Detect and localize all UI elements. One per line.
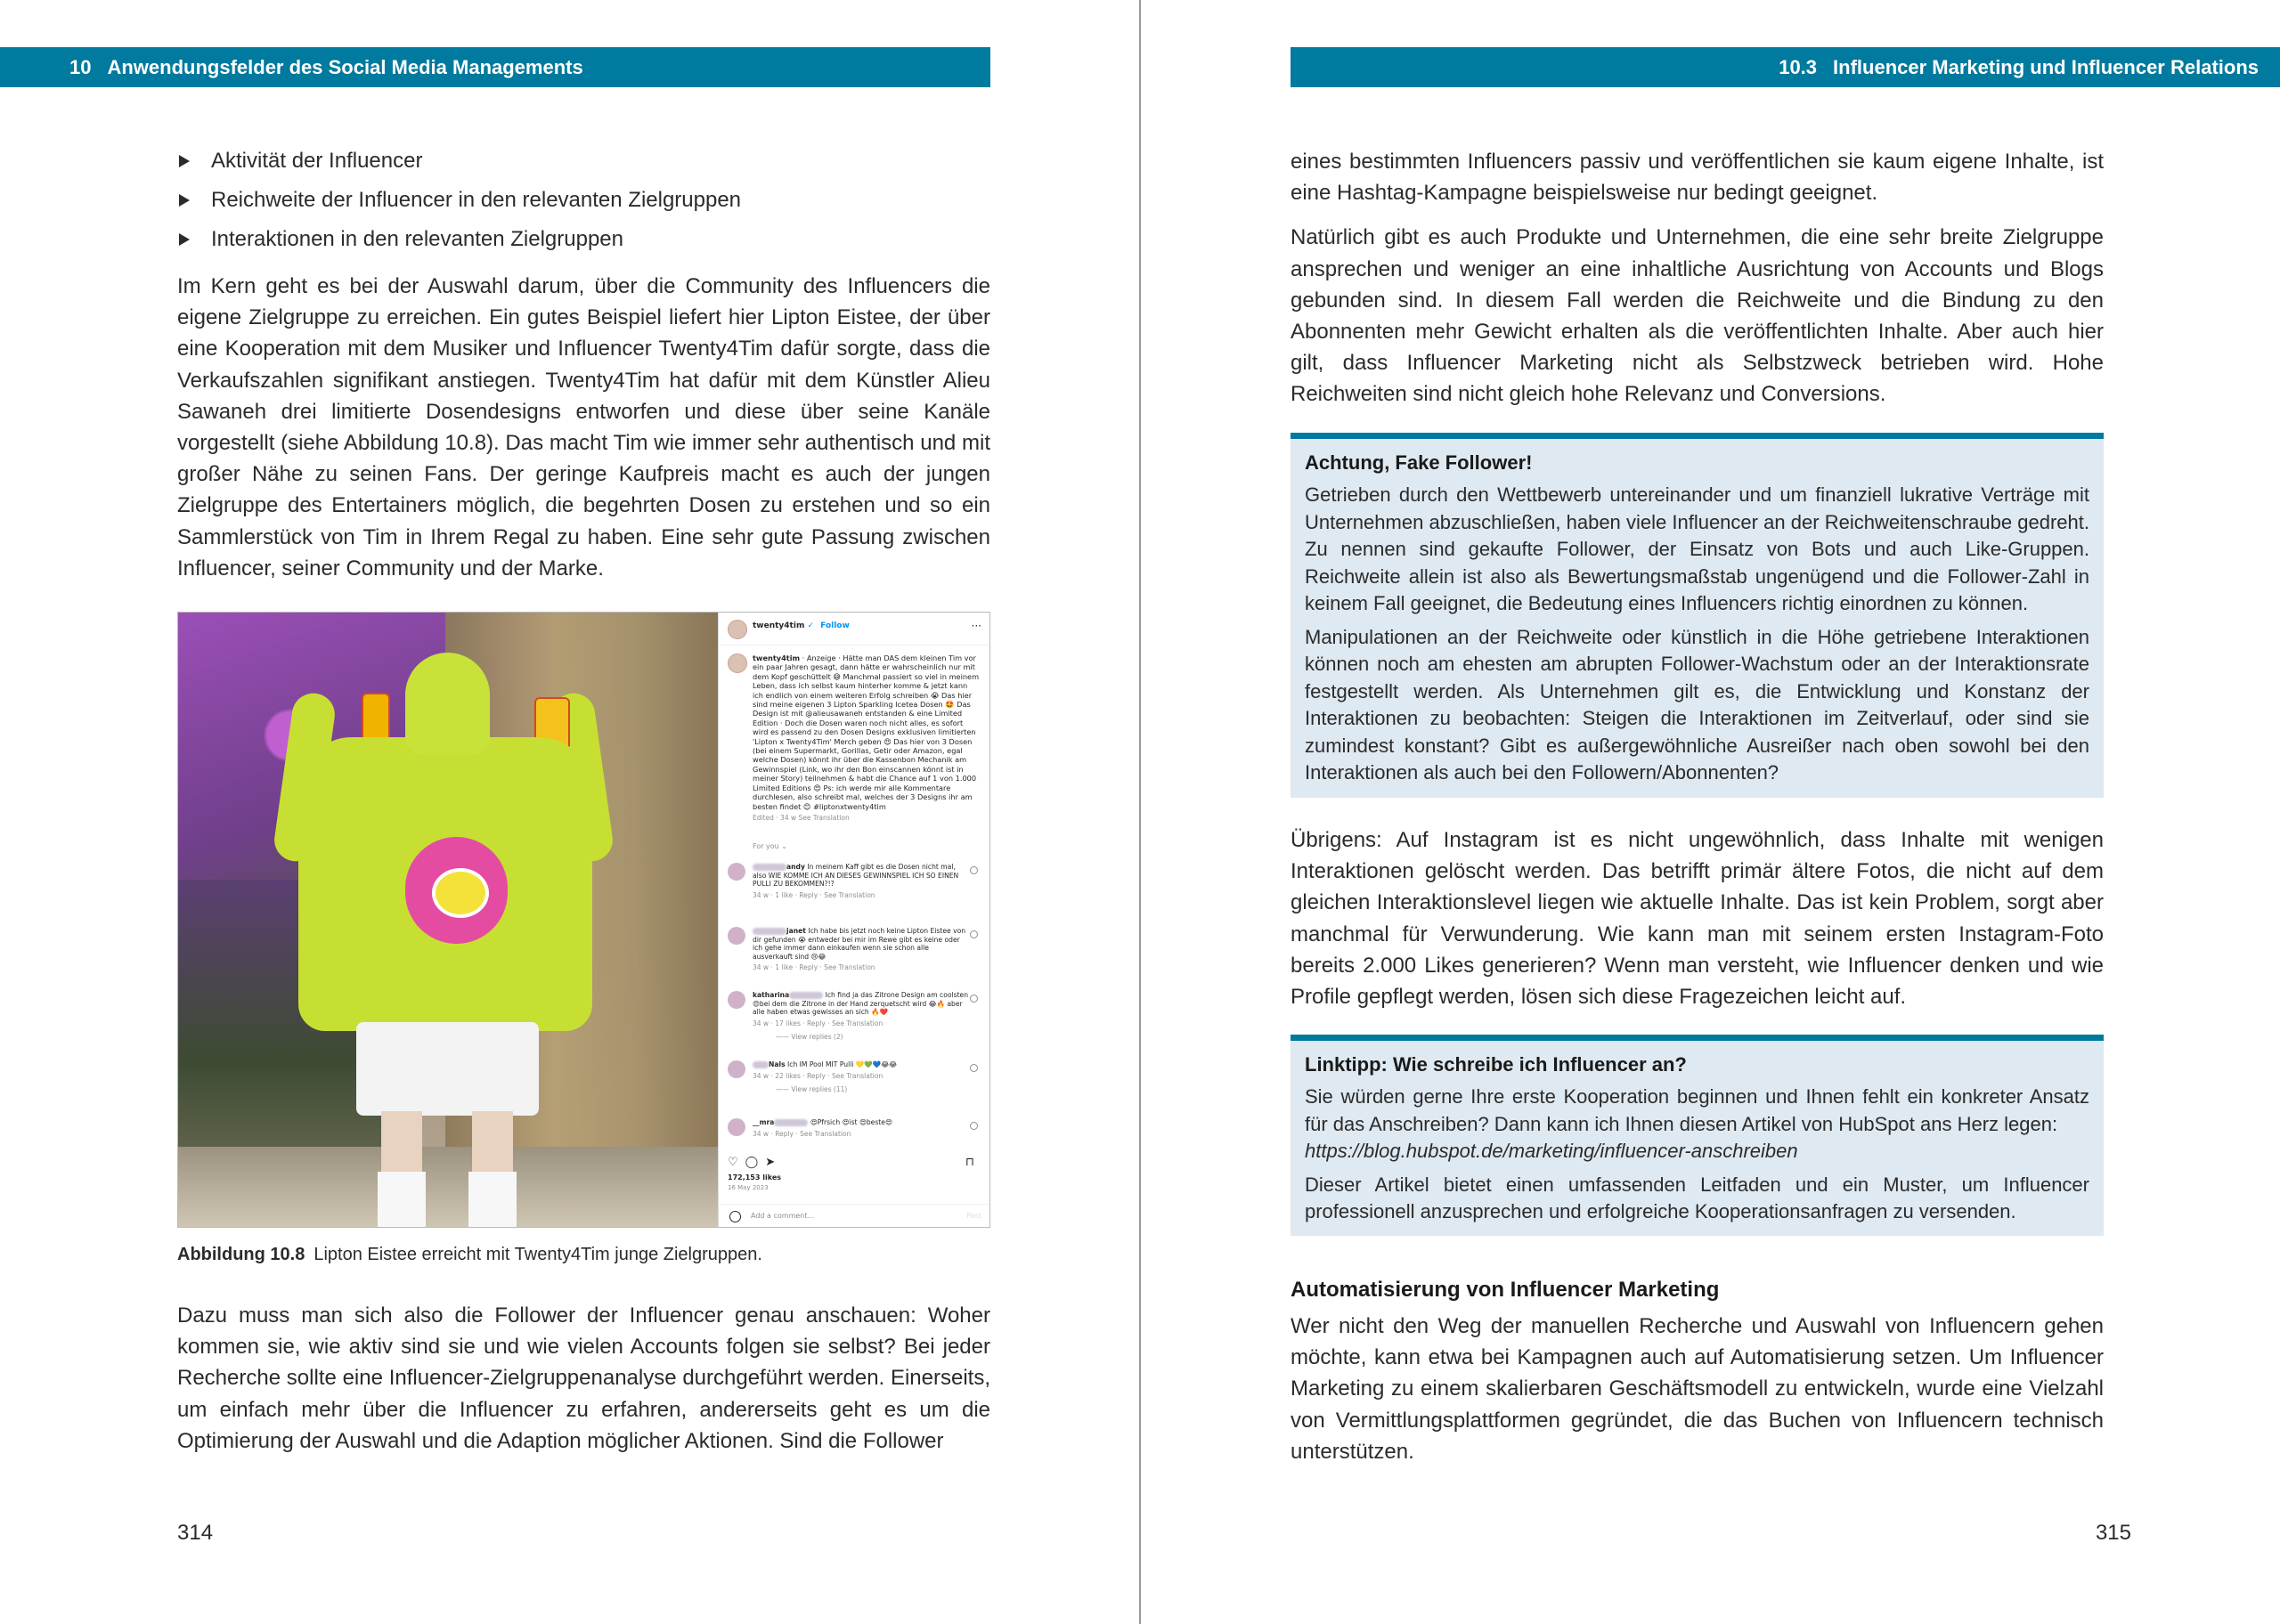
left-text-bottom bbox=[177, 1300, 990, 1457]
add-comment-placeholder: Add a comment... bbox=[751, 1212, 815, 1220]
like-icon[interactable]: ♡ bbox=[728, 1156, 738, 1169]
view-replies-link[interactable]: —— View replies (2) bbox=[776, 1033, 843, 1042]
post-username[interactable]: twenty4tim ✓ Follow bbox=[753, 621, 850, 630]
like-comment-icon[interactable] bbox=[970, 1122, 978, 1130]
commenter-avatar[interactable] bbox=[728, 863, 745, 881]
for-you-filter[interactable]: For you ⌄ bbox=[753, 842, 787, 850]
commenter-avatar[interactable] bbox=[728, 1118, 745, 1136]
criteria-list bbox=[177, 142, 990, 259]
chapter-number: 10 bbox=[69, 56, 92, 78]
section-heading: Automatisierung von Influencer Marketing bbox=[1291, 1278, 1720, 1302]
verified-icon: ✓ bbox=[807, 621, 815, 630]
post-actions bbox=[728, 1156, 981, 1170]
right-page bbox=[1141, 0, 2280, 1624]
comment-icon[interactable]: ◯ bbox=[745, 1156, 759, 1169]
comment: __mra 😍Pfrsich 😍ist 😍beste😍 34 w · Reply · See Translation bbox=[753, 1118, 971, 1138]
paragraph: Im Kern geht es bei der Auswahl darum, über die Community des Influencers die eigene Zielgruppe zu erreichen. Ein gutes Beispiel liefert hier Lipton Eistee, der über eine Kooperation mit dem Musiker und Influencer Twenty4Tim dafür sorgte, dass die Verkaufszahlen signifikant anstiegen. Twenty4Tim hat dafür mit dem Künstler Alieu Sawaneh drei limitierte Dosendesigns entworfen und diese über seine Kanäle vorgestellt (siehe Abbildung 10.8). Das macht Tim wie immer sehr authentisch und mit großer Nähe zu seinen Fans. Der geringe Kaufpreis macht es auch der jungen Zielgruppe des Entertainers möglich, die begehrten Dosen zu erstehen und so ein Sammlerstück von Tim in Ihrem Regal zu haben. Eine sehr gute Passung zwischen Influencer, seiner Community und der Marke. bbox=[177, 274, 990, 581]
left-page bbox=[0, 0, 1139, 1624]
page-number: 315 bbox=[2095, 1521, 2131, 1545]
like-comment-icon[interactable] bbox=[970, 1064, 978, 1072]
infobox-fake-follower bbox=[1291, 433, 2104, 798]
post-date: 16 May 2023 bbox=[728, 1184, 769, 1191]
hubspot-link[interactable]: https://blog.hubspot.de/marketing/influencer-anschreiben bbox=[1305, 1140, 1798, 1162]
figure-10-8 bbox=[177, 612, 990, 1228]
more-options-icon[interactable]: ··· bbox=[971, 620, 981, 632]
post-header bbox=[719, 613, 990, 646]
comment: andy In meinem Kaff gibt es die Dosen nicht mal, also WIE KOMME ICH AN DIESES GEWINNSPIEL ICH SO EINEN PULLI ZU BEKOMMEN?!? 34 w · 1 like · Reply · See Translation bbox=[753, 863, 971, 899]
post-comment-button[interactable]: Post bbox=[966, 1212, 981, 1220]
paragraph: eines bestimmten Influencers passiv und veröffentlichen sie kaum eigene Inhalte, ist eine Hashtag-Kampagne beispielsweise nur bedingt geeignet. bbox=[1291, 150, 2104, 206]
list-item: Reichweite der Influencer in den relevanten Zielgruppen bbox=[177, 181, 990, 220]
right-text-bottom bbox=[1291, 1275, 2104, 1467]
infobox-title: Achtung, Fake Follower! bbox=[1305, 451, 1533, 474]
section-number: 10.3 bbox=[1779, 56, 1818, 78]
share-icon[interactable]: ➤ bbox=[765, 1156, 776, 1169]
influencer-photo bbox=[178, 613, 718, 1227]
commenter-avatar[interactable] bbox=[728, 991, 745, 1009]
figure-caption bbox=[177, 1241, 990, 1268]
post-caption: twenty4tim · Anzeige · Hätte man DAS dem kleinen Tim vor ein paar Jahren gesagt, dann hätte er wahrscheinlich nur mit dem Kopf geschüttelt 😅 Manchmal passiert so viel in meinem Leben, dass ich selbst kaum hinterher komme & jetzt kann ich endlich von einem weiteren Erfolg schreiben 😭 Das hier sind meine eigenen 3 Lipton Sparkling Icetea Dosen 🤩 Das Design ist mit @alieusawaneh entstanden & eine Limited Edition · Doch die Dosen waren noch nicht alles, es sofort wird es passend zu den Dosen Designs exklusiven limitierten 'Lipton x Twenty4Tim' Merch geben 😍 Das hier von 3 Dosen (bei einem Supermarkt, Gorillas, Getir oder Amazon, egal welche Dosen) könnt ihr über die Kassenbon Mechanik am Gewinnspiel (Link, wo ihr den Bon einscannen könnt ist in meiner Story) teilnehmen & habt die Chance auf 1 von 1.000 Limited Editions 😍 Ps: ich werde mir alle Kommentare durchlesen, also schreibt mal, welches der 3 Designs ihr am besten findet 😊 #liptonxtwenty4tim Edited · 34 w See Translation bbox=[753, 654, 980, 822]
caption-avatar[interactable] bbox=[728, 654, 747, 673]
infobox-title: Linktipp: Wie schreibe ich Influencer an? bbox=[1305, 1053, 1687, 1076]
paragraph: Wer nicht den Weg der manuellen Recherche und Auswahl von Influencern gehen möchte, kann etwa bei Kampagnen auch auf Automatisierung setzen. Um Influencer Marketing zu einem skalierbaren Geschäftsmodell zu entwickeln, wurde eine Vielzahl von Vermittlungsplattformen gegründet, die das Buchen von Influencern technisch unterstützen. bbox=[1291, 1314, 2104, 1464]
right-text-middle bbox=[1291, 824, 2104, 1012]
left-text-top bbox=[177, 142, 990, 584]
commenter-avatar[interactable] bbox=[728, 927, 745, 945]
comment: janet Ich habe bis jetzt noch keine Lipton Eistee von dir gefunden 😭 entweder bei mir im Rewe gibt es keine oder ich gehe immer dann einkaufen wenn sie schon alle ausverkauft sind 😢😂 34 w · 1 like · Reply · See Translation bbox=[753, 927, 971, 972]
list-item: Interaktionen in den relevanten Zielgruppen bbox=[177, 220, 990, 259]
caption-meta: Edited · 34 w See Translation bbox=[753, 813, 850, 822]
commenter-avatar[interactable] bbox=[728, 1060, 745, 1078]
paragraph: Natürlich gibt es auch Produkte und Unternehmen, die eine sehr breite Zielgruppe ansprechen und weniger an eine inhaltliche Ausrichtung von Accounts und Blogs gebunden sind. In diesem Fall werden die Reichweite und die Bindung zu den Abonnenten mehr Gewicht erhalten als die veröffentlichten Inhalte. Aber auch hier gilt, dass Influencer Marketing nicht als Selbstzweck betrieben wird. Hohe Reichweiten sind nicht gleich hohe Relevanz und Conversions. bbox=[1291, 225, 2104, 407]
section-title: Influencer Marketing und Influencer Relations bbox=[1833, 56, 2259, 78]
right-text-top bbox=[1291, 146, 2104, 410]
like-comment-icon[interactable] bbox=[970, 866, 978, 874]
figure-caption-text: Lipton Eistee erreicht mit Twenty4Tim junge Zielgruppen. bbox=[314, 1245, 762, 1264]
running-head-left bbox=[0, 47, 990, 87]
comment: Nals Ich IM Pool MIT Pulli 💛💚💙😂😂 34 w · 22 likes · Reply · See Translation —— View replies (11) bbox=[753, 1060, 971, 1094]
instagram-post-panel bbox=[718, 613, 990, 1227]
list-item: Aktivität der Influencer bbox=[177, 142, 990, 181]
infobox-linktipp bbox=[1291, 1035, 2104, 1236]
emoji-icon[interactable] bbox=[729, 1211, 741, 1222]
add-comment-field[interactable] bbox=[719, 1204, 990, 1227]
running-head-right bbox=[1291, 47, 2280, 87]
like-comment-icon[interactable] bbox=[970, 995, 978, 1003]
avatar[interactable] bbox=[728, 620, 747, 639]
infobox-paragraph: Manipulationen an der Reichweite oder künstlich in die Höhe getriebene Interaktionen können noch am ehesten am abrupten Follower-Wachstum oder an der Interaktionsrate festgestellt werden. Als Unternehmen gilt es, die Entwicklung und Konstanz der Interaktionen zu beobachten: Steigen die Interaktionen im Zeitverlauf, oder sind sie zumindest konstant? Gibt es außergewöhnliche Ausreißer nach oben sowohl bei den Interaktionen als auch bei den Followern/Abonnenten? bbox=[1305, 625, 2089, 784]
chapter-title: Anwendungsfelder des Social Media Managements bbox=[107, 56, 583, 78]
figure-label: Abbildung 10.8 bbox=[177, 1245, 305, 1264]
bookmark-icon[interactable]: ⊓ bbox=[965, 1156, 974, 1169]
lips-lemon-print bbox=[405, 837, 508, 944]
like-comment-icon[interactable] bbox=[970, 930, 978, 938]
page-number: 314 bbox=[177, 1521, 214, 1545]
paragraph: Übrigens: Auf Instagram ist es nicht ungewöhnlich, dass Inhalte mit wenigen Interaktionen gelöscht werden. Das betrifft primär ältere Fotos, die nicht auf dem gleichen Interaktionslevel liegen wie aktuelle Inhalte. Das ist kein Problem, sorgt aber manchmal für Verwunderung. Wie kann man mit seinem ersten Instagram-Foto bereits 2.000 Likes generieren? Wenn man versteht, wie Influencer denken und wie Profile gepflegt werden, lösen sich diese Fragezeichen leicht auf. bbox=[1291, 828, 2104, 1010]
infobox-paragraph: Getrieben durch den Wettbewerb untereinander und um finanziell lukrative Verträge mit Unternehmen abzuschließen, haben viele Influencer an der Reichweitenschraube gedreht. Zu nennen sind gekaufte Follower, der Einsatz von Bots und auch Like-Gruppen. Reichweite allein ist also als Bewertungsmaßstab ungenügend und die Follower-Zahl in keinem Fall geeignet, die Bedeutung eines Influencers richtig einordnen zu können. bbox=[1305, 483, 2089, 614]
like-count[interactable]: 172,153 likes bbox=[728, 1173, 781, 1181]
infobox-paragraph: Sie würden gerne Ihre erste Kooperation beginnen und Ihnen fehlt ein konkreter Ansatz für das Anschreiben? Dann kann ich Ihnen diesen Artikel von HubSpot ans Herz legen: https://blog.hubspot.de/marketing/influencer-anschreiben bbox=[1305, 1084, 2089, 1165]
paragraph: Dazu muss man sich also die Follower der Influencer genau anschauen: Woher kommen sie, wie aktiv sind sie und wie vielen Accounts folgen sie selbst? Bei jeder Recherche sollte eine Influencer-Zielgruppenanalyse durchgeführt werden. Einerseits, um einfach mehr über die Influencer zu erfahren, andererseits geht es um die Optimierung der Auswahl und die Adaption möglicher Aktionen. Sind die Follower bbox=[177, 1303, 990, 1453]
view-replies-link[interactable]: —— View replies (11) bbox=[776, 1085, 848, 1094]
infobox-paragraph: Dieser Artikel bietet einen umfassenden Leitfaden und ein Muster, um Influencer professionell anzusprechen und erfolgreiche Kooperationsanfragen zu versenden. bbox=[1305, 1173, 2089, 1222]
comment: katharina Ich find ja das Zitrone Design am coolsten 😍bei dem die Zitrone in der Hand zerquetscht wird 😂🔥 aber alle haben etwas gewisses an sich 🔥❤️ 34 w · 17 likes · Reply · See Translation —— View replies (2) bbox=[753, 991, 971, 1042]
follow-button[interactable]: Follow bbox=[820, 621, 850, 630]
